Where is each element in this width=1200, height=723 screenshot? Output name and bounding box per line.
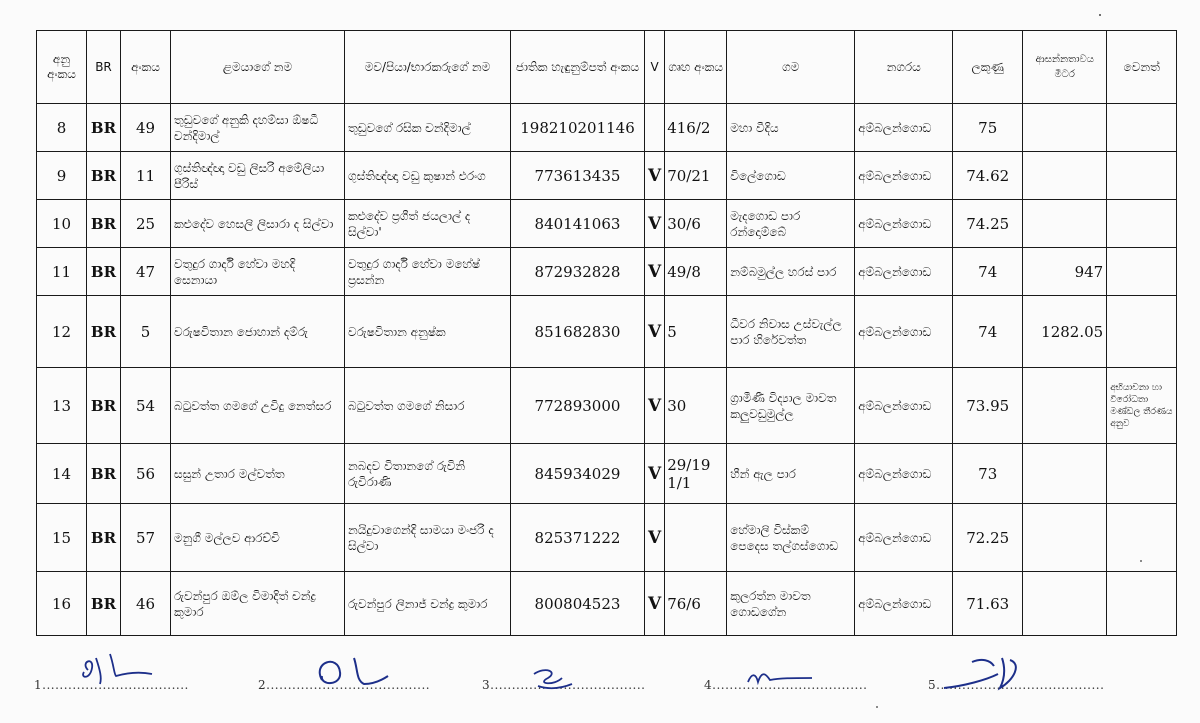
- cell-br: BR: [87, 104, 121, 152]
- cell-distance: [1023, 504, 1107, 572]
- cell-child-name: කළුදේව හෙසලි ලිසාරා ද සිල්වා: [171, 200, 345, 248]
- header-other: වෙනත්: [1107, 31, 1177, 104]
- cell-city: අම්බලන්ගොඩ: [855, 572, 953, 636]
- cell-serial: 10: [37, 200, 87, 248]
- cell-village: විලේගොඩ: [727, 152, 855, 200]
- cell-index: 11: [121, 152, 171, 200]
- cell-distance: [1023, 368, 1107, 444]
- cell-index: 25: [121, 200, 171, 248]
- cell-distance: 947: [1023, 248, 1107, 296]
- cell-city: අම්බලන්ගොඩ: [855, 248, 953, 296]
- cell-village: ග්‍රාමීණී විද්‍යාල මාවත කලුවඩුමුල්ල: [727, 368, 855, 444]
- cell-other: [1107, 152, 1177, 200]
- cell-v: V: [645, 572, 665, 636]
- cell-v: V: [645, 296, 665, 368]
- cell-v: V: [645, 504, 665, 572]
- header-v: V: [645, 31, 665, 104]
- cell-index: 54: [121, 368, 171, 444]
- cell-house-no: 29/19 1/1: [665, 444, 727, 504]
- cell-child-name: මනුගී මල්ලව ආරච්චි: [171, 504, 345, 572]
- cell-v: V: [645, 248, 665, 296]
- cell-distance: [1023, 152, 1107, 200]
- cell-guardian-name: රුවන්පුර ලිනාජ් චන්ද්‍ර කුමාර: [345, 572, 511, 636]
- cell-house-no: 76/6: [665, 572, 727, 636]
- cell-village: මැදගොඩ පාර රන්දොම්බේ: [727, 200, 855, 248]
- cell-nic: 198210201146: [511, 104, 645, 152]
- cell-br: BR: [87, 572, 121, 636]
- cell-village: මහා වීදිය: [727, 104, 855, 152]
- table-row: [37, 368, 1177, 444]
- signature-mark-2: [308, 650, 398, 690]
- cell-distance: [1023, 572, 1107, 636]
- cell-house-no: 5: [665, 296, 727, 368]
- cell-distance: [1023, 104, 1107, 152]
- cell-serial: 9: [37, 152, 87, 200]
- header-row: [37, 31, 1177, 104]
- cell-index: 46: [121, 572, 171, 636]
- header-serial: අනු අංකය: [37, 31, 87, 104]
- cell-nic: 772893000: [511, 368, 645, 444]
- cell-house-no: 70/21: [665, 152, 727, 200]
- signature-line-5: 5.......................................: [928, 678, 1105, 692]
- cell-marks: 72.25: [953, 504, 1023, 572]
- scan-speck: [876, 706, 878, 708]
- cell-child-name: ගුස්තිඥ්ඥා වඩු ලිසරි අමේලියා පීරිස්: [171, 152, 345, 200]
- cell-distance: [1023, 444, 1107, 504]
- table-row: [37, 444, 1177, 504]
- cell-guardian-name: තුඩුවගේ රසික චන්දිමාල්: [345, 104, 511, 152]
- cell-house-no: 30/6: [665, 200, 727, 248]
- cell-serial: 15: [37, 504, 87, 572]
- cell-nic: 851682830: [511, 296, 645, 368]
- cell-index: 56: [121, 444, 171, 504]
- table-row: [37, 572, 1177, 636]
- cell-child-name: සසුන් උතාර මල්වත්ත: [171, 444, 345, 504]
- cell-marks: 74: [953, 248, 1023, 296]
- cell-serial: 12: [37, 296, 87, 368]
- header-guardian-name: මව/පියා/භාරකරුගේ නම: [345, 31, 511, 104]
- cell-v: V: [645, 444, 665, 504]
- cell-nic: 800804523: [511, 572, 645, 636]
- admission-register-table: [36, 30, 1177, 636]
- header-distance: ආසන්නතාවය මීටර: [1023, 31, 1107, 104]
- cell-guardian-name: ගුස්තිඥ්ඥා වඩු කුෂාන් එරංග: [345, 152, 511, 200]
- header-marks: ලකුණු: [953, 31, 1023, 104]
- cell-guardian-name: වතුදුර ගාර්දි හේවා මහේෂ් ප්‍රසන්න: [345, 248, 511, 296]
- cell-nic: 773613435: [511, 152, 645, 200]
- cell-guardian-name: නබදව විතානගේ රුවිනි රුවිරාණි: [345, 444, 511, 504]
- cell-v: V: [645, 368, 665, 444]
- table-row: [37, 152, 1177, 200]
- cell-br: BR: [87, 368, 121, 444]
- cell-guardian-name: නයිදුවාගෙන්දි සාමයා මංජරි ද සිල්වා: [345, 504, 511, 572]
- cell-village: ධීවර නිවාස උස්වැල්ල පාර හිරේවත්ත: [727, 296, 855, 368]
- cell-city: අම්බලන්ගොඩ: [855, 200, 953, 248]
- cell-nic: 825371222: [511, 504, 645, 572]
- cell-city: අම්බලන්ගොඩ: [855, 368, 953, 444]
- header-house-no: ගෘහ අංකය: [665, 31, 727, 104]
- cell-br: BR: [87, 152, 121, 200]
- cell-br: BR: [87, 248, 121, 296]
- scan-speck: [1099, 14, 1101, 16]
- cell-br: BR: [87, 296, 121, 368]
- signature-mark-5: [940, 650, 1030, 695]
- cell-village: කුලරත්න මාවත ගොඩගේන: [727, 572, 855, 636]
- cell-index: 5: [121, 296, 171, 368]
- cell-marks: 71.63: [953, 572, 1023, 636]
- signature-line-3: 3....................................: [482, 678, 646, 692]
- cell-v: V: [645, 152, 665, 200]
- cell-serial: 13: [37, 368, 87, 444]
- scan-speck: [1140, 560, 1142, 562]
- header-child-name: ළමයාගේ නම: [171, 31, 345, 104]
- cell-city: අම්බලන්ගොඩ: [855, 296, 953, 368]
- cell-serial: 14: [37, 444, 87, 504]
- cell-other: අභියාචනා හා විරෝධතා මණ්ඩල තීරණය අනුව: [1107, 368, 1177, 444]
- cell-house-no: [665, 504, 727, 572]
- table-row: [37, 504, 1177, 572]
- header-village: ගම: [727, 31, 855, 104]
- header-index: අංකය: [121, 31, 171, 104]
- signature-line-2: 2......................................: [258, 678, 431, 692]
- cell-br: BR: [87, 504, 121, 572]
- cell-br: BR: [87, 444, 121, 504]
- cell-village: හේමාලි විස්කම් පෙදෙස තල්ගස්ගොඩ: [727, 504, 855, 572]
- cell-child-name: බටුවත්ත ගමගේ උවිදු නෙත්සර: [171, 368, 345, 444]
- cell-city: අම්බලන්ගොඩ: [855, 104, 953, 152]
- table-row: [37, 248, 1177, 296]
- cell-child-name: රුවන්පුර ඔම්ල විමාදිත් චන්ද්‍ර කුමාර: [171, 572, 345, 636]
- cell-serial: 16: [37, 572, 87, 636]
- cell-village: නම්බමුල්ල හරස් පාර: [727, 248, 855, 296]
- cell-child-name: වතුදුර ගාර්දි හේවා මහදි සෙනායා: [171, 248, 345, 296]
- cell-child-name: වරුෂවිතාන ජොහාන් දම්රු: [171, 296, 345, 368]
- cell-marks: 74: [953, 296, 1023, 368]
- cell-city: අම්බලන්ගොඩ: [855, 152, 953, 200]
- cell-house-no: 49/8: [665, 248, 727, 296]
- cell-serial: 11: [37, 248, 87, 296]
- cell-marks: 74.25: [953, 200, 1023, 248]
- cell-serial: 8: [37, 104, 87, 152]
- cell-marks: 73: [953, 444, 1023, 504]
- cell-other: [1107, 248, 1177, 296]
- cell-city: අම්බලන්ගොඩ: [855, 444, 953, 504]
- cell-other: [1107, 444, 1177, 504]
- cell-guardian-name: කළුදේව ප්‍රගීත් ජයලාල් ද සිල්වා': [345, 200, 511, 248]
- cell-house-no: 416/2: [665, 104, 727, 152]
- cell-nic: 840141063: [511, 200, 645, 248]
- cell-other: [1107, 296, 1177, 368]
- cell-child-name: තුඩුවගේ අනුකි දහම්සා ඕෂධී චන්දිමාල්: [171, 104, 345, 152]
- header-br: BR: [87, 31, 121, 104]
- cell-v: [645, 104, 665, 152]
- table-row: [37, 200, 1177, 248]
- cell-city: අම්බලන්ගොඩ: [855, 504, 953, 572]
- cell-nic: 872932828: [511, 248, 645, 296]
- table-row: [37, 104, 1177, 152]
- signature-mark-3: [528, 664, 578, 694]
- signature-line-1: 1..................................: [34, 678, 189, 692]
- header-nic: ජාතික හැඳුනුම්පත් අංකය: [511, 31, 645, 104]
- table-row: [37, 296, 1177, 368]
- cell-house-no: 30: [665, 368, 727, 444]
- header-city: නගරය: [855, 31, 953, 104]
- cell-index: 49: [121, 104, 171, 152]
- cell-other: [1107, 104, 1177, 152]
- cell-distance: [1023, 200, 1107, 248]
- cell-other: [1107, 572, 1177, 636]
- signature-line-4: 4....................................: [704, 678, 868, 692]
- signature-mark-4: [742, 660, 822, 690]
- cell-nic: 845934029: [511, 444, 645, 504]
- cell-br: BR: [87, 200, 121, 248]
- cell-distance: 1282.05: [1023, 296, 1107, 368]
- cell-marks: 74.62: [953, 152, 1023, 200]
- cell-marks: 73.95: [953, 368, 1023, 444]
- cell-guardian-name: වරුෂවිතාන අනුෂ්ක: [345, 296, 511, 368]
- cell-index: 57: [121, 504, 171, 572]
- cell-guardian-name: බටුවත්ත ගමගේ නිසාර: [345, 368, 511, 444]
- signature-mark-1: [70, 650, 170, 690]
- cell-marks: 75: [953, 104, 1023, 152]
- cell-village: හීන් ඇල පාර: [727, 444, 855, 504]
- cell-v: V: [645, 200, 665, 248]
- cell-index: 47: [121, 248, 171, 296]
- cell-other: [1107, 200, 1177, 248]
